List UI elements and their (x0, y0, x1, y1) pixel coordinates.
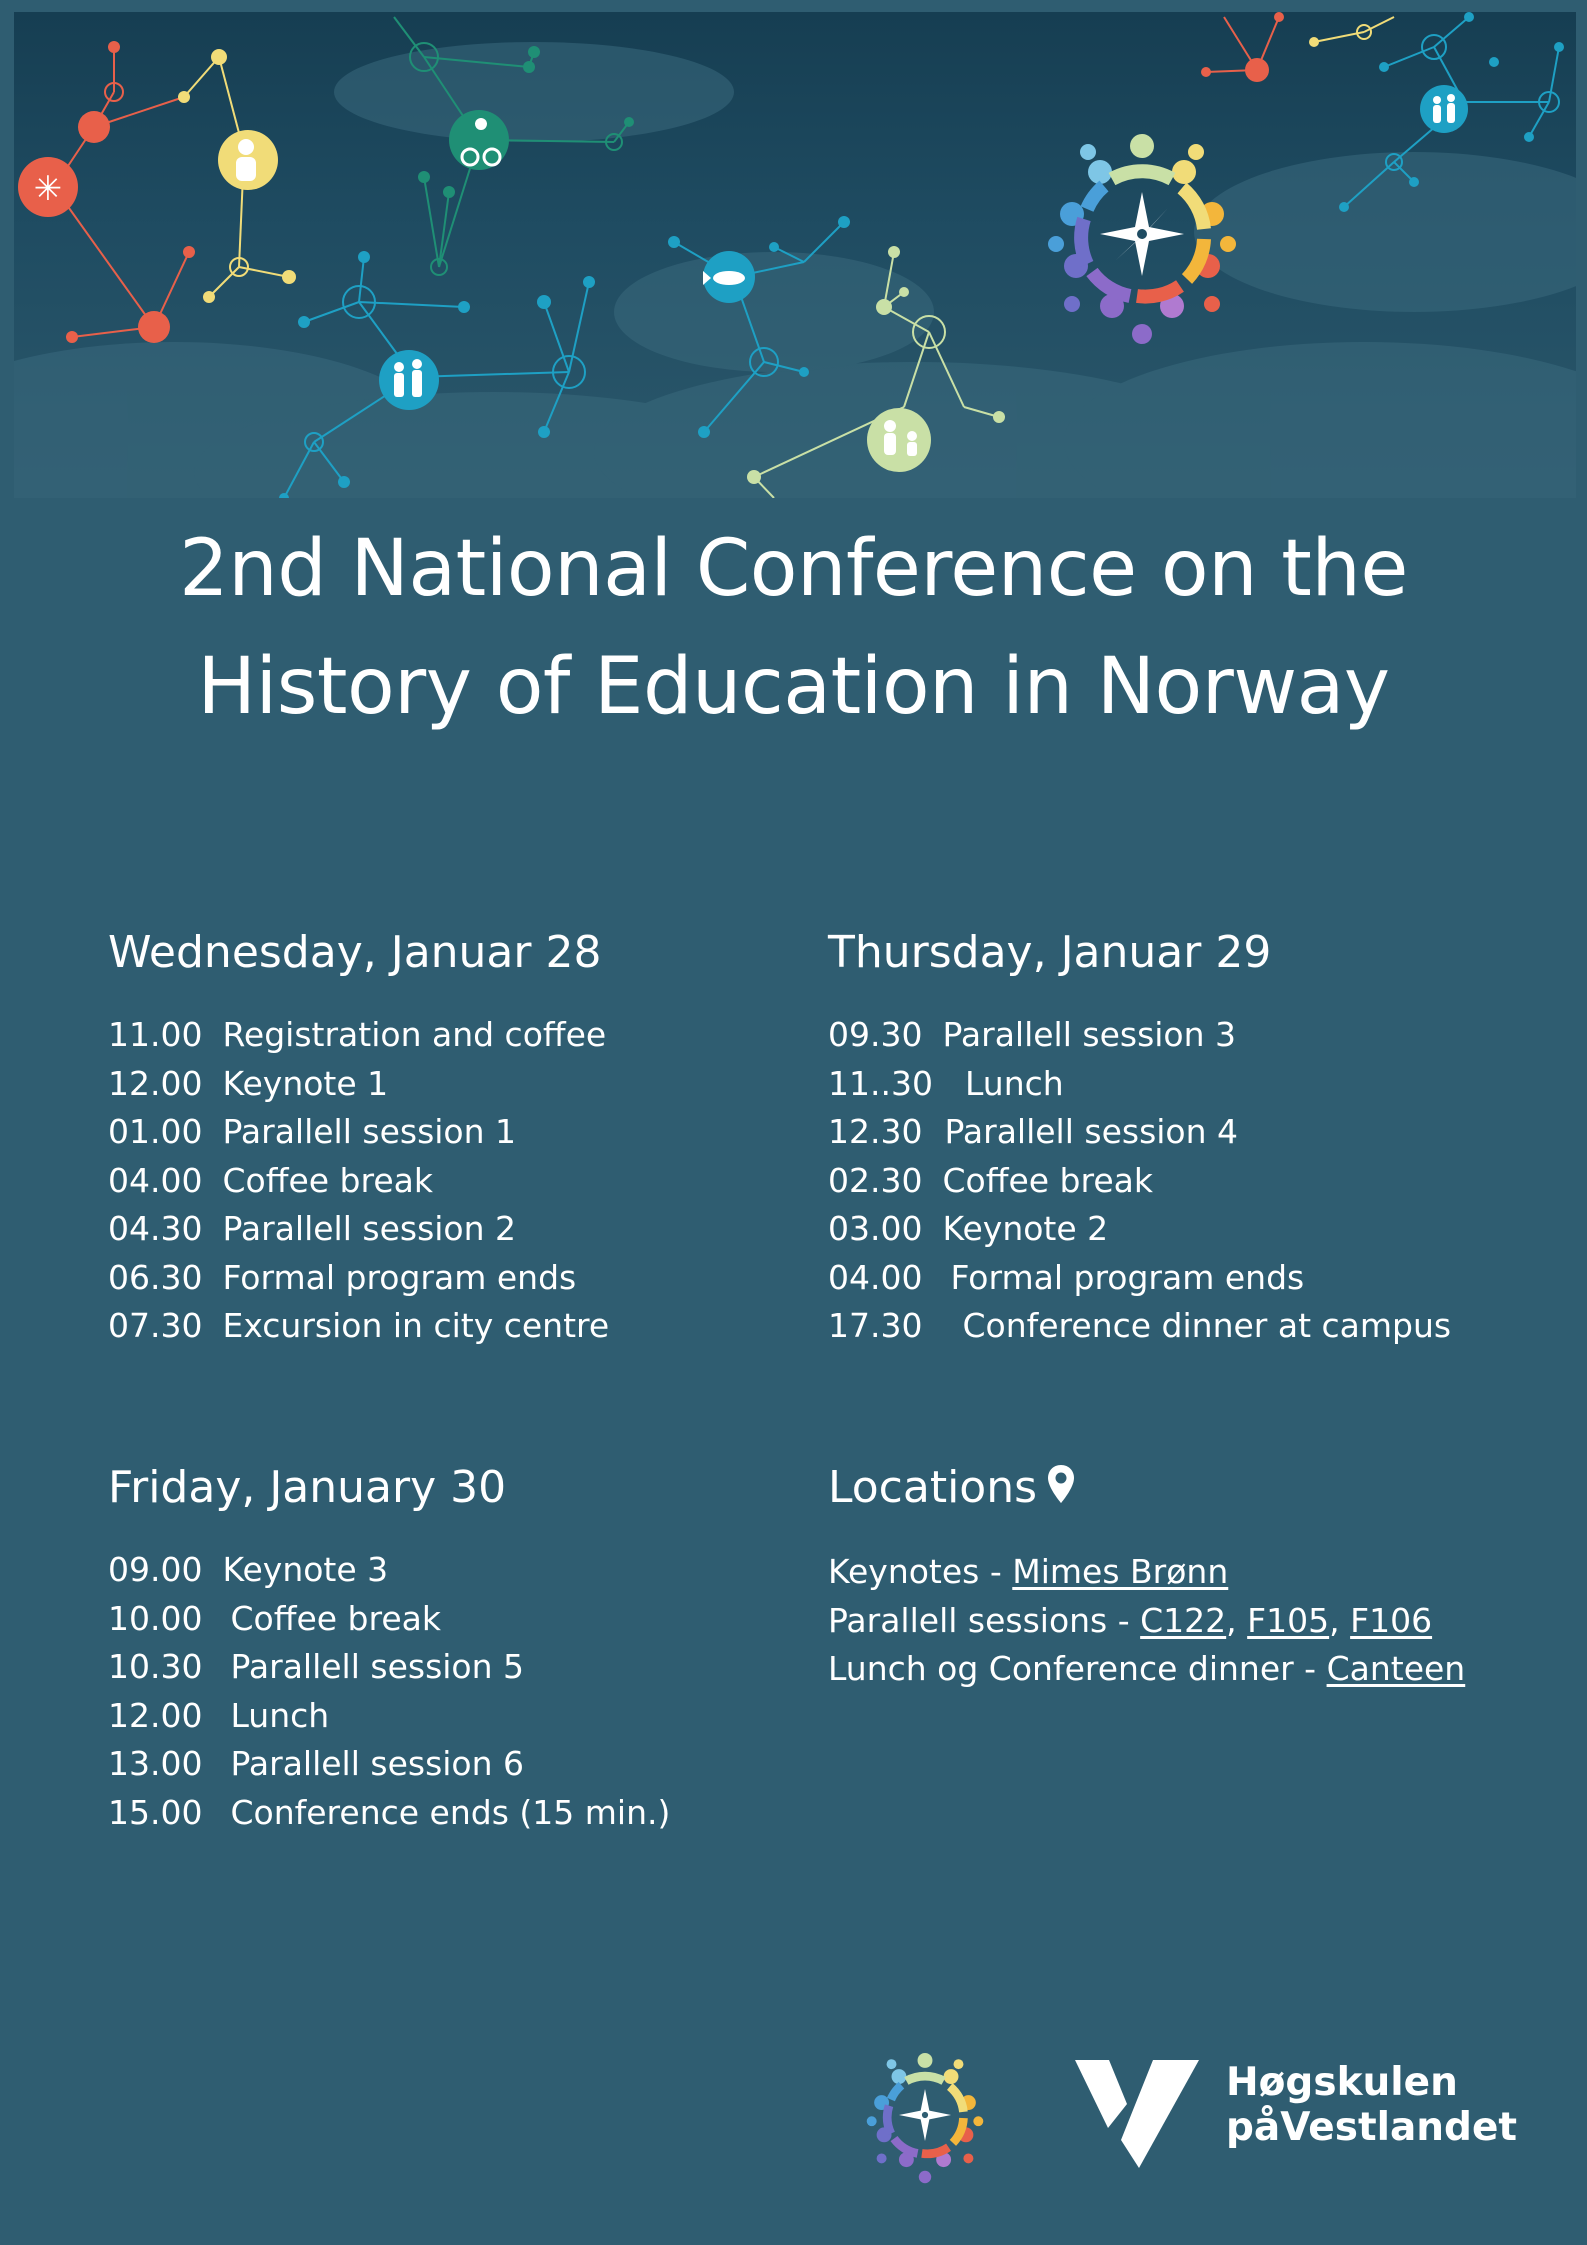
separator: , (1329, 1600, 1351, 1640)
location-label: Keynotes - (828, 1552, 1013, 1591)
schedule-label: Conference dinner at campus (962, 1306, 1452, 1345)
schedule-label: Formal program ends (222, 1257, 577, 1297)
hvl-v-logo (1075, 2060, 1200, 2174)
network-illustration (14, 12, 1576, 498)
wednesday-heading: Wednesday, Januar 28 (108, 927, 602, 978)
wednesday-section (108, 925, 609, 1351)
schedule-time: 10.30 (108, 1647, 203, 1686)
svg-text:✳: ✳ (33, 169, 63, 209)
schedule-label: Excursion in city centre (222, 1306, 610, 1345)
schedule-time: 15.00 (108, 1792, 203, 1832)
schedule-row (828, 1157, 1451, 1206)
schedule-row (828, 1205, 1451, 1254)
locations-section (828, 1460, 1465, 1694)
friday-section (108, 1460, 670, 1837)
schedule-time: 06.30 (108, 1257, 203, 1297)
link-mimes-bronn[interactable]: Mimes Brønn (1012, 1552, 1229, 1591)
friday-heading: Friday, January 30 (108, 1462, 507, 1513)
schedule-time: 11..30 (828, 1063, 933, 1103)
thursday-heading: Thursday, Januar 29 (828, 927, 1272, 978)
title-line-1: 2nd National Conference on the (179, 524, 1408, 614)
schedule-row (108, 1060, 609, 1109)
schedule-time: 12.00 (108, 1695, 203, 1735)
schedule-label: Coffee break (942, 1160, 1153, 1200)
schedule-time: 10.00 (108, 1598, 203, 1638)
schedule-label: Parallell session 4 (944, 1112, 1239, 1151)
schedule-row (108, 1595, 670, 1644)
thursday-section (828, 925, 1451, 1351)
schedule-time: 12.00 (108, 1063, 203, 1103)
link-canteen[interactable]: Canteen (1326, 1649, 1466, 1688)
org-name-line-2: påVestlandet (1226, 2105, 1518, 2150)
schedule-time: 17.30 (828, 1306, 923, 1345)
header-banner (14, 12, 1576, 498)
schedule-row (108, 1546, 670, 1595)
schedule-time: 12.30 (828, 1112, 923, 1151)
schedule-time: 09.00 (108, 1550, 203, 1589)
schedule-row (108, 1302, 609, 1351)
schedule-time: 11.00 (108, 1015, 203, 1054)
schedule-label: Coffee break (230, 1598, 441, 1638)
link-c122[interactable]: C122 (1140, 1600, 1227, 1640)
schedule-label: Keynote 2 (942, 1209, 1109, 1248)
schedule-time: 07.30 (108, 1306, 203, 1345)
schedule-time: 01.00 (108, 1112, 203, 1151)
page-title (0, 510, 1587, 746)
schedule-row (828, 1011, 1451, 1060)
schedule-label: Formal program ends (950, 1257, 1305, 1297)
compass-logo-small (850, 2040, 1000, 2194)
schedule-row (108, 1254, 609, 1303)
link-f106[interactable]: F106 (1350, 1600, 1433, 1640)
org-name-line-1: Høgskulen (1226, 2060, 1458, 2105)
schedule-label: Parallell session 2 (222, 1209, 517, 1248)
schedule-time: 04.00 (108, 1160, 203, 1200)
schedule-label: Keynote 1 (222, 1063, 389, 1103)
locations-heading-text: Locations (828, 1462, 1038, 1513)
link-f105[interactable]: F105 (1247, 1600, 1330, 1640)
schedule-row (828, 1254, 1451, 1303)
schedule-time: 09.30 (828, 1015, 923, 1054)
location-label: Parallell sessions - (828, 1600, 1141, 1640)
schedule-row (108, 1740, 670, 1789)
locations-heading (828, 1460, 1465, 1518)
family-icon (379, 350, 439, 410)
map-pin-icon (1047, 1462, 1075, 1518)
location-keynotes (828, 1548, 1465, 1597)
schedule-row (108, 1157, 609, 1206)
schedule-row (828, 1060, 1451, 1109)
schedule-label: Coffee break (222, 1160, 433, 1200)
schedule-time: 04.30 (108, 1209, 203, 1248)
schedule-row (828, 1108, 1451, 1157)
schedule-label: Lunch (964, 1063, 1064, 1103)
schedule-row (108, 1205, 609, 1254)
organization-name (1226, 2060, 1517, 2150)
schedule-row (108, 1643, 670, 1692)
schedule-label: Conference ends (15 min.) (230, 1792, 671, 1832)
schedule-row (108, 1108, 609, 1157)
schedule-row (108, 1011, 609, 1060)
schedule-time: 02.30 (828, 1160, 923, 1200)
title-line-2: History of Education in Norway (197, 642, 1390, 732)
location-label: Lunch og Conference dinner - (828, 1649, 1327, 1688)
schedule-label: Parallell session 6 (230, 1744, 525, 1783)
location-sessions (828, 1597, 1465, 1646)
schedule-time: 03.00 (828, 1209, 923, 1248)
location-lunch (828, 1645, 1465, 1694)
schedule-row (828, 1302, 1451, 1351)
schedule-label: Keynote 3 (222, 1550, 389, 1589)
schedule-label: Registration and coffee (222, 1015, 607, 1054)
separator: , (1226, 1600, 1248, 1640)
schedule-time: 04.00 (828, 1257, 923, 1297)
schedule-label: Parallell session 5 (230, 1647, 525, 1686)
schedule-row (108, 1789, 670, 1838)
schedule-label: Lunch (230, 1695, 330, 1735)
schedule-time: 13.00 (108, 1744, 203, 1783)
schedule-label: Parallell session 3 (942, 1015, 1237, 1054)
family-icon-small (1420, 85, 1468, 133)
schedule-row (108, 1692, 670, 1741)
caregiver-icon (867, 408, 931, 472)
schedule-label: Parallell session 1 (222, 1112, 517, 1151)
